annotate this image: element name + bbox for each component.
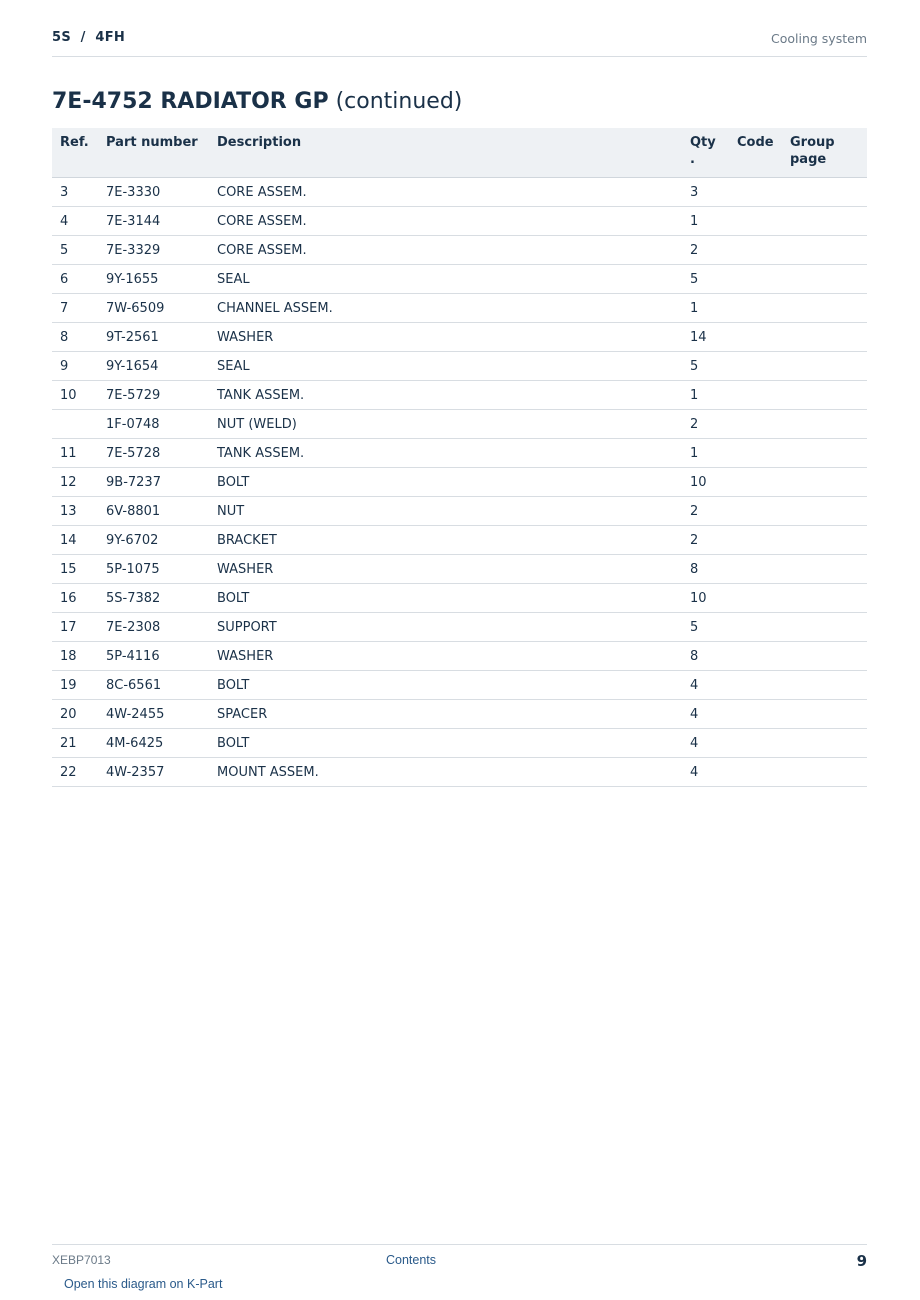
breadcrumb: 5S / 4FH: [52, 30, 126, 45]
cell-part-number: 9Y-1654: [98, 352, 209, 381]
cell-code: [729, 526, 782, 555]
cell-code: [729, 555, 782, 584]
parts-table: [52, 128, 867, 787]
cell-code: [729, 352, 782, 381]
table-row: [52, 468, 867, 497]
table-header-row: [52, 128, 867, 178]
cell-code: [729, 671, 782, 700]
table-row: [52, 352, 867, 381]
cell-qty: 5: [682, 352, 729, 381]
cell-qty: 14: [682, 323, 729, 352]
cell-ref: 19: [52, 671, 98, 700]
cell-ref: 10: [52, 381, 98, 410]
cell-qty: 4: [682, 671, 729, 700]
cell-group-page: [782, 236, 867, 265]
cell-qty: 1: [682, 207, 729, 236]
cell-code: [729, 497, 782, 526]
cell-group-page: [782, 758, 867, 787]
cell-group-page: [782, 352, 867, 381]
cell-qty: 1: [682, 294, 729, 323]
cell-description: BOLT: [209, 468, 682, 497]
table-row: [52, 323, 867, 352]
table-row: [52, 613, 867, 642]
cell-ref: 9: [52, 352, 98, 381]
cell-ref: 22: [52, 758, 98, 787]
cell-code: [729, 758, 782, 787]
cell-group-page: [782, 526, 867, 555]
cell-description: SEAL: [209, 265, 682, 294]
cell-code: [729, 410, 782, 439]
cell-part-number: 7E-5728: [98, 439, 209, 468]
cell-group-page: [782, 671, 867, 700]
cell-part-number: 4W-2455: [98, 700, 209, 729]
table-row: [52, 265, 867, 294]
cell-description: WASHER: [209, 323, 682, 352]
cell-qty: 2: [682, 526, 729, 555]
cell-description: TANK ASSEM.: [209, 439, 682, 468]
cell-ref: 8: [52, 323, 98, 352]
section-title: Cooling system: [771, 31, 867, 46]
cell-part-number: 5S-7382: [98, 584, 209, 613]
cell-part-number: 7E-5729: [98, 381, 209, 410]
cell-part-number: 9B-7237: [98, 468, 209, 497]
table-row: [52, 178, 867, 207]
cell-ref: 20: [52, 700, 98, 729]
cell-ref: 6: [52, 265, 98, 294]
table-row: [52, 758, 867, 787]
cell-part-number: 1F-0748: [98, 410, 209, 439]
cell-qty: 8: [682, 642, 729, 671]
cell-group-page: [782, 584, 867, 613]
cell-code: [729, 323, 782, 352]
table-row: [52, 439, 867, 468]
cell-qty: 3: [682, 178, 729, 207]
cell-description: SPACER: [209, 700, 682, 729]
cell-qty: 2: [682, 497, 729, 526]
cell-code: [729, 178, 782, 207]
table-row: [52, 584, 867, 613]
cell-description: NUT (WELD): [209, 410, 682, 439]
cell-part-number: 4W-2357: [98, 758, 209, 787]
cell-part-number: 7W-6509: [98, 294, 209, 323]
cell-group-page: [782, 555, 867, 584]
cell-group-page: [782, 642, 867, 671]
page-header: [52, 28, 867, 57]
table-row: [52, 410, 867, 439]
footer-divider: [52, 1244, 867, 1245]
cell-description: CORE ASSEM.: [209, 236, 682, 265]
contents-link[interactable]: Contents: [386, 1253, 437, 1267]
table-row: [52, 236, 867, 265]
cell-ref: 7: [52, 294, 98, 323]
cell-ref: 4: [52, 207, 98, 236]
cell-description: MOUNT ASSEM.: [209, 758, 682, 787]
cell-description: CHANNEL ASSEM.: [209, 294, 682, 323]
table-row: [52, 381, 867, 410]
cell-part-number: 9Y-1655: [98, 265, 209, 294]
cell-qty: 1: [682, 381, 729, 410]
cell-group-page: [782, 323, 867, 352]
cell-qty: 10: [682, 584, 729, 613]
cell-qty: 4: [682, 758, 729, 787]
cell-description: BOLT: [209, 671, 682, 700]
cell-description: WASHER: [209, 555, 682, 584]
cell-group-page: [782, 294, 867, 323]
cell-code: [729, 468, 782, 497]
cell-group-page: [782, 439, 867, 468]
table-row: [52, 497, 867, 526]
cell-description: SUPPORT: [209, 613, 682, 642]
cell-group-page: [782, 729, 867, 758]
cell-description: TANK ASSEM.: [209, 381, 682, 410]
table-row: [52, 207, 867, 236]
cell-code: [729, 439, 782, 468]
cell-description: BRACKET: [209, 526, 682, 555]
header-code: Code: [729, 128, 782, 178]
cell-code: [729, 236, 782, 265]
cell-ref: 16: [52, 584, 98, 613]
cell-description: WASHER: [209, 642, 682, 671]
cell-part-number: 9T-2561: [98, 323, 209, 352]
cell-code: [729, 207, 782, 236]
continued-label: (continued): [335, 89, 463, 114]
cell-description: SEAL: [209, 352, 682, 381]
cell-group-page: [782, 178, 867, 207]
cell-code: [729, 613, 782, 642]
table-row: [52, 729, 867, 758]
cell-qty: 1: [682, 439, 729, 468]
cell-ref: 5: [52, 236, 98, 265]
cell-ref: 17: [52, 613, 98, 642]
cell-group-page: [782, 700, 867, 729]
page-number: 9: [856, 1252, 867, 1270]
cell-code: [729, 700, 782, 729]
table-row: [52, 671, 867, 700]
cell-part-number: 7E-3144: [98, 207, 209, 236]
cell-ref: 21: [52, 729, 98, 758]
cell-part-number: 5P-4116: [98, 642, 209, 671]
cell-part-number: 6V-8801: [98, 497, 209, 526]
cell-description: BOLT: [209, 729, 682, 758]
cell-group-page: [782, 207, 867, 236]
cell-code: [729, 381, 782, 410]
cell-group-page: [782, 381, 867, 410]
cell-qty: 5: [682, 613, 729, 642]
cell-part-number: 7E-2308: [98, 613, 209, 642]
cell-ref: 3: [52, 178, 98, 207]
cell-code: [729, 642, 782, 671]
header-ref: Ref.: [52, 128, 98, 178]
table-row: [52, 700, 867, 729]
cell-qty: 4: [682, 729, 729, 758]
cell-group-page: [782, 265, 867, 294]
cell-description: BOLT: [209, 584, 682, 613]
header-part-number: Part number: [98, 128, 209, 178]
header-group-page: Group page: [782, 128, 867, 178]
cell-part-number: 9Y-6702: [98, 526, 209, 555]
cell-ref: 12: [52, 468, 98, 497]
cell-part-number: 8C-6561: [98, 671, 209, 700]
cell-code: [729, 265, 782, 294]
table-row: [52, 642, 867, 671]
cell-ref: 15: [52, 555, 98, 584]
header-description: Description: [209, 128, 682, 178]
page-title: [52, 89, 462, 114]
cell-group-page: [782, 613, 867, 642]
cell-part-number: 5P-1075: [98, 555, 209, 584]
cell-qty: 10: [682, 468, 729, 497]
cell-code: [729, 584, 782, 613]
cell-ref: [52, 410, 98, 439]
table-row: [52, 526, 867, 555]
cell-qty: 4: [682, 700, 729, 729]
cell-code: [729, 729, 782, 758]
assembly-name: 7E-4752 RADIATOR GP: [52, 89, 329, 114]
cell-description: CORE ASSEM.: [209, 178, 682, 207]
document-id: XEBP7013: [52, 1253, 111, 1267]
cell-part-number: 4M-6425: [98, 729, 209, 758]
cell-qty: 2: [682, 236, 729, 265]
cell-ref: 11: [52, 439, 98, 468]
cell-group-page: [782, 497, 867, 526]
table-row: [52, 294, 867, 323]
cell-group-page: [782, 410, 867, 439]
cell-ref: 13: [52, 497, 98, 526]
cell-qty: 5: [682, 265, 729, 294]
cell-description: NUT: [209, 497, 682, 526]
cell-description: CORE ASSEM.: [209, 207, 682, 236]
cell-qty: 2: [682, 410, 729, 439]
cell-part-number: 7E-3329: [98, 236, 209, 265]
cell-code: [729, 294, 782, 323]
table-row: [52, 555, 867, 584]
cell-part-number: 7E-3330: [98, 178, 209, 207]
kpart-diagram-link[interactable]: Open this diagram on K-Part: [64, 1277, 223, 1291]
cell-qty: 8: [682, 555, 729, 584]
cell-ref: 14: [52, 526, 98, 555]
header-qty: Qty .: [682, 128, 729, 178]
cell-ref: 18: [52, 642, 98, 671]
cell-group-page: [782, 468, 867, 497]
